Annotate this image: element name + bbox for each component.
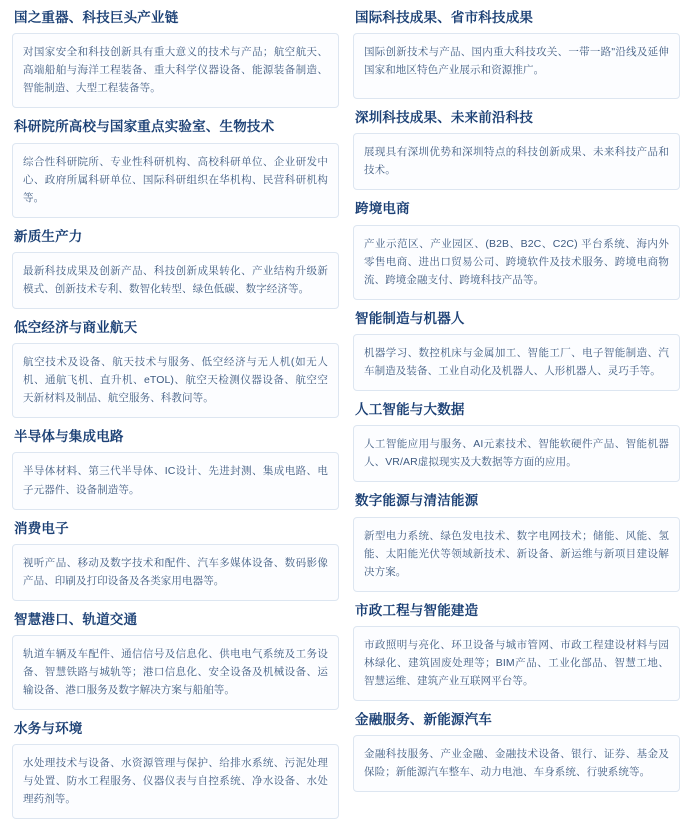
category-description: 综合性科研院所、专业性科研机构、高校科研单位、企业研发中心、政府所属科研单位、国际科研组织在华机构、民营科研机构等。 — [12, 143, 339, 218]
category-card — [12, 320, 339, 418]
category-card — [12, 721, 339, 819]
category-description: 国际创新技术与产品、国内重大科技攻关、一带一路"沿线及延伸国家和地区特色产业展示和资源推广。 — [353, 33, 680, 99]
category-card — [12, 119, 339, 217]
category-title: 国之重器、科技巨头产业链 — [14, 10, 179, 25]
category-card — [353, 311, 680, 391]
category-title: 数字能源与清洁能源 — [355, 493, 479, 509]
category-card — [12, 612, 339, 710]
category-description: 航空技术及设备、航天技术与服务、低空经济与无人机(如无人机、通航飞机、直升机、eTOL)、航空天检测仪器设备、航空空天新材料及制品、航空服务、科教问等。 — [12, 343, 339, 418]
category-title: 科研院所高校与国家重点实验室、生物技术 — [14, 119, 275, 135]
category-title: 智能制造与机器人 — [355, 310, 465, 326]
category-card — [353, 10, 680, 99]
category-title: 新质生产力 — [14, 228, 83, 244]
category-card — [353, 603, 680, 701]
category-title: 人工智能与大数据 — [355, 402, 465, 418]
category-title: 消费电子 — [14, 520, 69, 536]
category-card — [353, 712, 680, 792]
category-description: 最新科技成果及创新产品、科技创新成果转化、产业结构升级新模式、创新技术专利、数智化转型、绿色低碳、数字经济等。 — [12, 252, 339, 309]
category-card — [12, 10, 339, 108]
category-title: 深圳科技成果、未来前沿科技 — [355, 110, 534, 126]
category-description: 展现具有深圳优势和深圳特点的科技创新成果、未来科技产品和技术。 — [353, 133, 680, 190]
category-description: 产业示范区、产业园区、(B2B、B2C、C2C) 平台系统、海内外零售电商、进出口贸易公司、跨境软件及技术服务、跨境电商物流、跨境金融支付、跨境科技产品等。 — [353, 225, 680, 300]
category-title: 金融服务、新能源汽车 — [355, 712, 492, 728]
category-description: 视听产品、移动及数字技术和配件、汽车多媒体设备、数码影像产品、印刷及打印设备及各类家用电器等。 — [12, 544, 339, 601]
category-card — [12, 521, 339, 601]
category-description: 人工智能应用与服务、AI元素技术、智能软硬件产品、智能机器人、VR/AR虚拟现实及大数据等方面的应用。 — [353, 425, 680, 482]
category-description: 轨道车辆及车配件、通信信号及信息化、供电电气系统及工务设备、智慧铁路与城轨等；港口信息化、安全设备及机械设备、运输设备、港口服务及数字解决方案与船舶等。 — [12, 635, 339, 710]
category-description: 市政照明与亮化、环卫设备与城市管网、市政工程建设材料与园林绿化、建筑固废处理等；BIM产品、工业化部品、智慧工地、智慧运维、建筑产业互联网平台等。 — [353, 626, 680, 701]
category-card — [353, 402, 680, 482]
right-column — [353, 10, 680, 818]
category-title: 跨境电商 — [355, 201, 410, 217]
category-title: 水务与环境 — [14, 721, 83, 737]
left-column — [12, 10, 339, 818]
category-description: 半导体材料、第三代半导体、IC设计、先进封测、集成电路、电子元器件、设备制造等。 — [12, 452, 339, 509]
category-card — [353, 201, 680, 299]
category-card — [353, 493, 680, 591]
category-description: 机器学习、数控机床与金属加工、智能工厂、电子智能制造、汽车制造及装备、工业自动化及机器人、人形机器人、灵巧手等。 — [353, 334, 680, 391]
category-title: 智慧港口、轨道交通 — [14, 611, 138, 627]
category-description: 水处理技术与设备、水资源管理与保护、给排水系统、污泥处理与处置、防水工程服务、仪器仪表与自控系统、净水设备、水处理药剂等。 — [12, 744, 339, 819]
category-description: 金融科技服务、产业金融、金融技术设备、银行、证券、基金及保险；新能源汽车整车、动力电池、车身系统、行驶系统等。 — [353, 735, 680, 792]
category-title: 市政工程与智能建造 — [355, 602, 479, 618]
category-title: 国际科技成果、省市科技成果 — [355, 10, 534, 25]
category-description: 新型电力系统、绿色发电技术、数字电网技术；储能、风能、氢能、太阳能光伏等领域新技术、新设备、新运维与新项目建设解决方案。 — [353, 517, 680, 592]
category-card — [12, 429, 339, 509]
category-title: 低空经济与商业航天 — [14, 319, 138, 335]
category-description: 对国家安全和科技创新具有重大意义的技术与产品；航空航天、高端船舶与海洋工程装备、重大科学仪器设备、能源装备制造、智能制造、大型工程装备等。 — [12, 33, 339, 108]
category-title: 半导体与集成电路 — [14, 429, 124, 445]
category-card — [353, 110, 680, 190]
category-card — [12, 229, 339, 309]
